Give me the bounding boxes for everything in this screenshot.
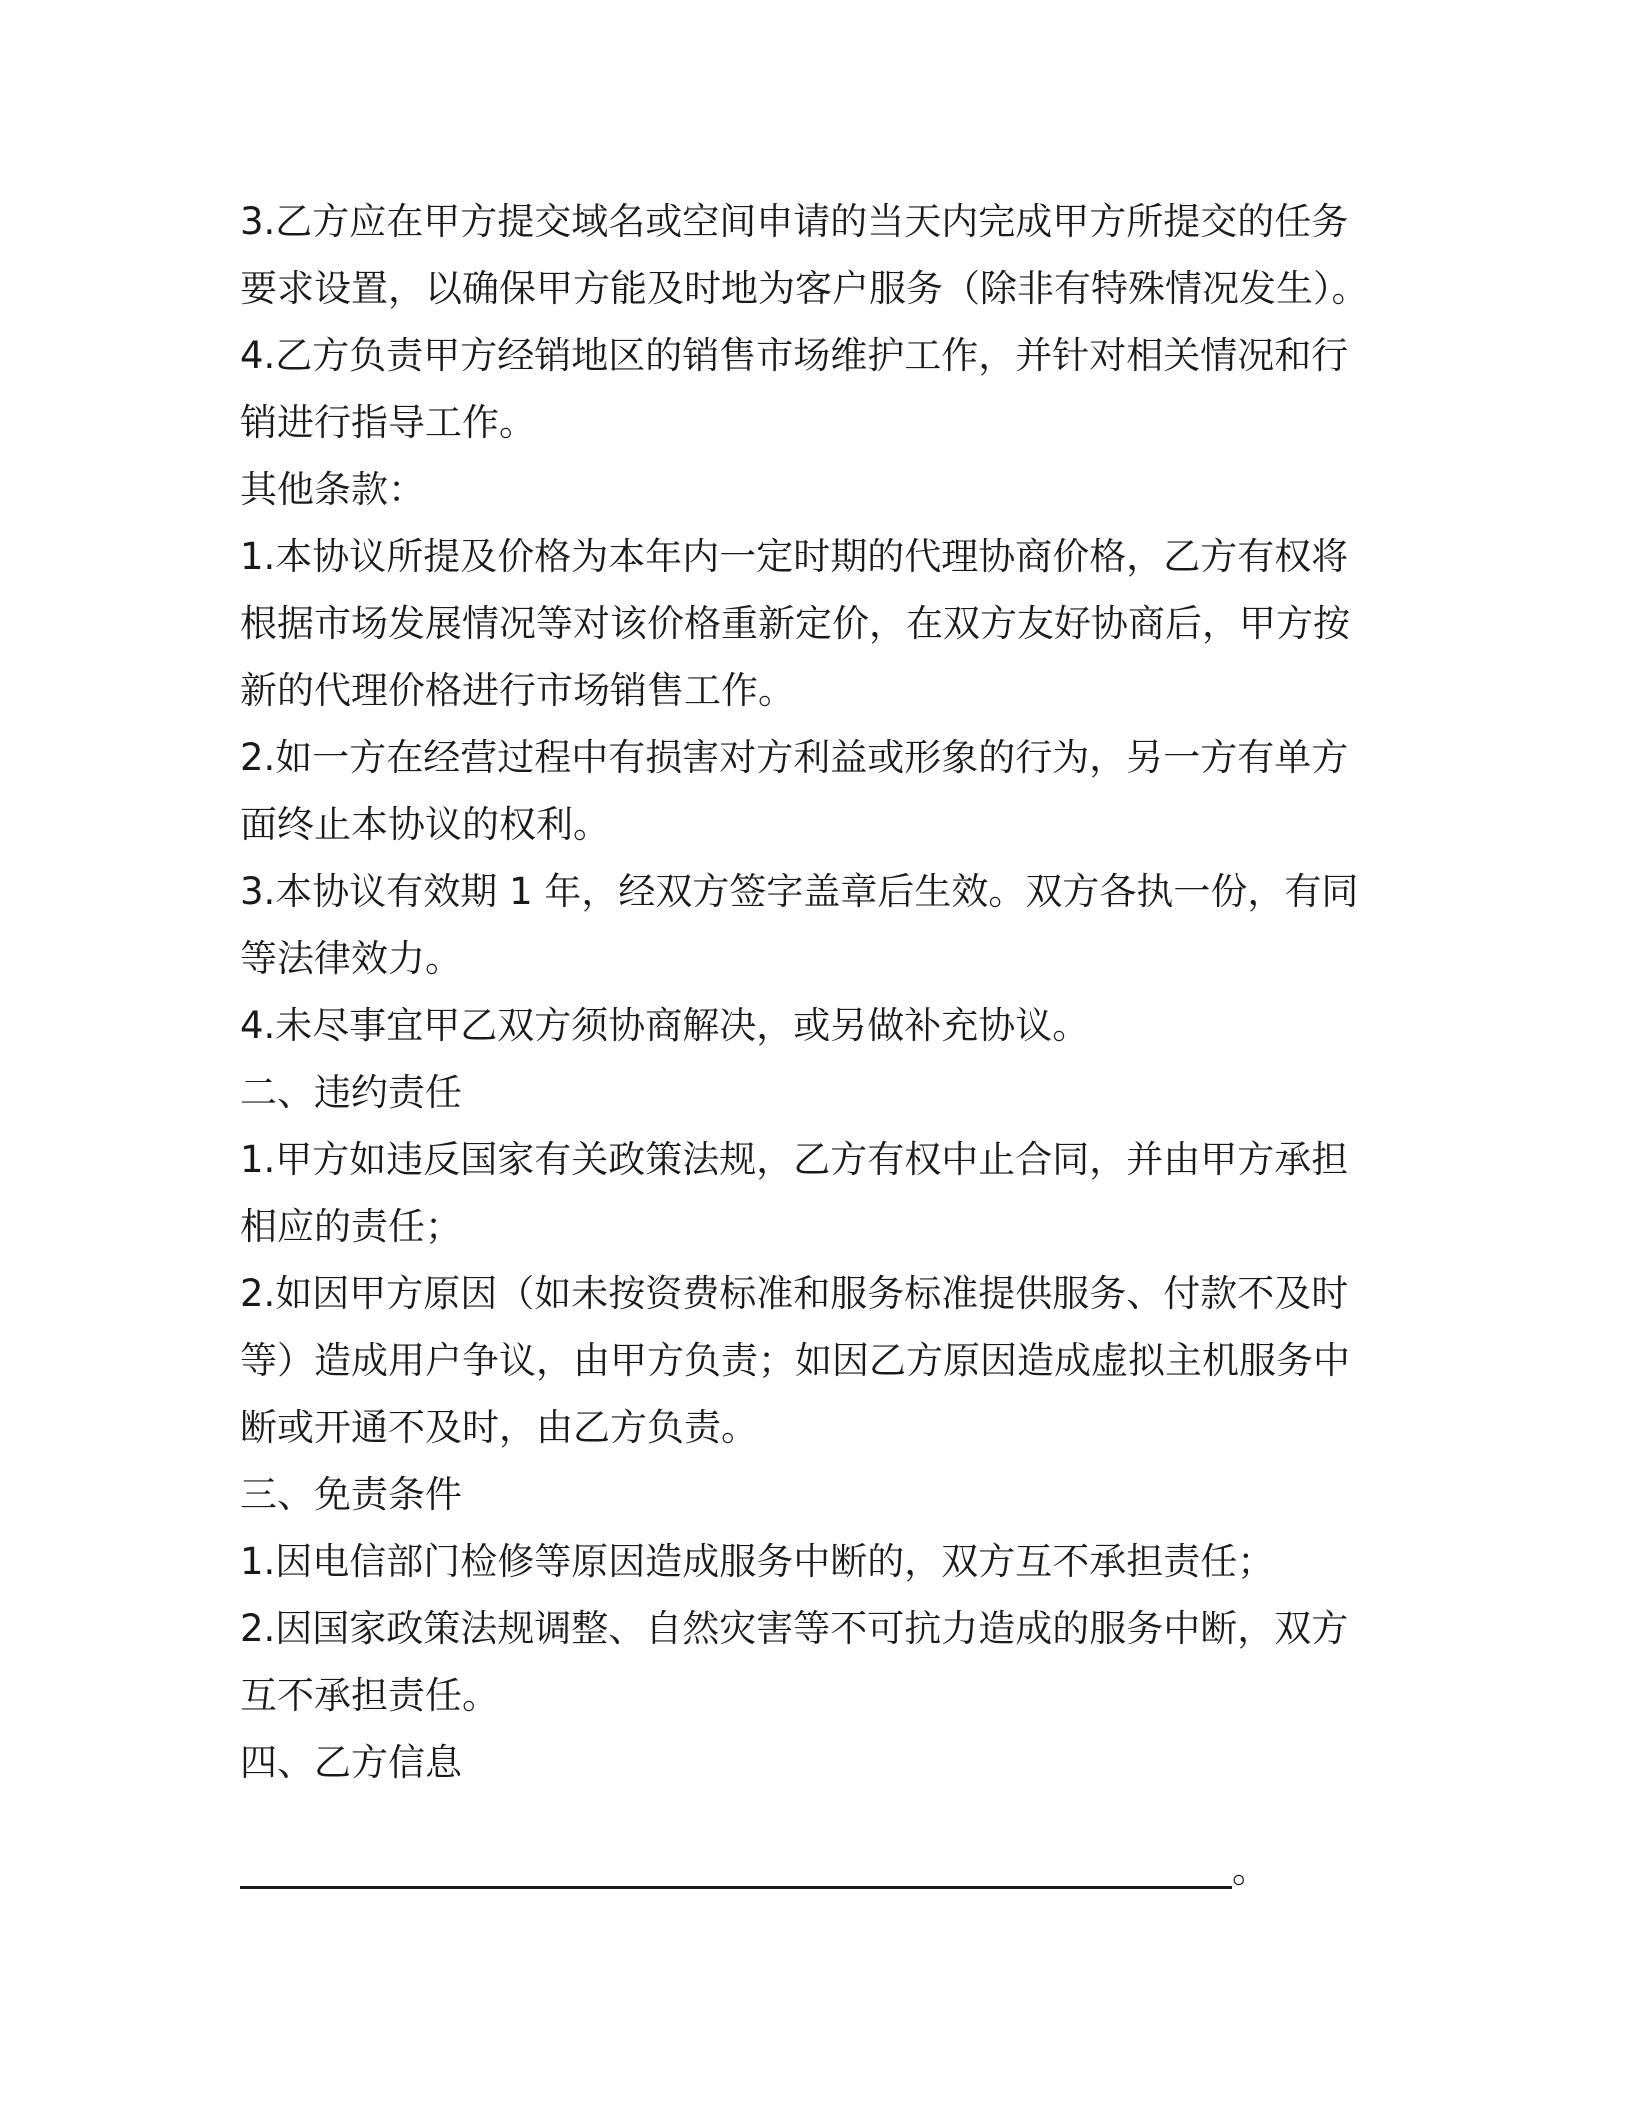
text-line: 1.因电信部门检修等原因造成服务中断的，双方互不承担责任； — [240, 1540, 1275, 1583]
text-line: 销进行指导工作。 — [240, 401, 536, 444]
section-heading-party-b-info: 四、乙方信息 — [240, 1741, 462, 1784]
text-line: 等法律效力。 — [240, 937, 462, 980]
text-line: 面终止本协议的权利。 — [240, 803, 610, 846]
text-line: 1.甲方如违反国家有关政策法规，乙方有权中止合同，并由甲方承担 — [240, 1138, 1349, 1181]
text-line: 互不承担责任。 — [240, 1674, 499, 1717]
fill-in-blank — [240, 1836, 1420, 1903]
text-line: 要求设置，以确保甲方能及时地为客户服务（除非有特殊情况发生）。 — [240, 267, 1369, 310]
section-heading-exemption: 三、免责条件 — [240, 1473, 462, 1516]
text-line: 2.如因甲方原因（如未按资费标准和服务标准提供服务、付款不及时 — [240, 1272, 1349, 1315]
section-heading-breach: 二、违约责任 — [240, 1071, 462, 1114]
blank-end-mark: 。 — [1232, 1848, 1269, 1891]
document-page — [240, 188, 1420, 1903]
text-line: 新的代理价格进行市场销售工作。 — [240, 669, 795, 712]
text-line: 1.本协议所提及价格为本年内一定时期的代理协商价格，乙方有权将 — [240, 535, 1349, 578]
text-line: 4.未尽事宜甲乙双方须协商解决，或另做补充协议。 — [240, 1004, 1090, 1047]
blank-underline — [240, 1886, 1232, 1889]
text-line: 3.本协议有效期 1 年，经双方签字盖章后生效。双方各执一份，有同 — [240, 870, 1359, 913]
text-line: 等）造成用户争议，由甲方负责；如因乙方原因造成虚拟主机服务中 — [240, 1339, 1350, 1382]
text-line: 根据市场发展情况等对该价格重新定价，在双方友好协商后，甲方按 — [240, 602, 1350, 645]
section-heading-other-terms: 其他条款： — [240, 468, 425, 511]
text-line: 3.乙方应在甲方提交域名或空间申请的当天内完成甲方所提交的任务 — [240, 200, 1349, 243]
text-line: 4.乙方负责甲方经销地区的销售市场维护工作，并针对相关情况和行 — [240, 334, 1349, 377]
text-line: 2.因国家政策法规调整、自然灾害等不可抗力造成的服务中断，双方 — [240, 1607, 1349, 1650]
text-line: 2.如一方在经营过程中有损害对方利益或形象的行为，另一方有单方 — [240, 736, 1349, 779]
text-line: 相应的责任； — [240, 1205, 462, 1248]
text-line: 断或开通不及时，由乙方负责。 — [240, 1406, 758, 1449]
